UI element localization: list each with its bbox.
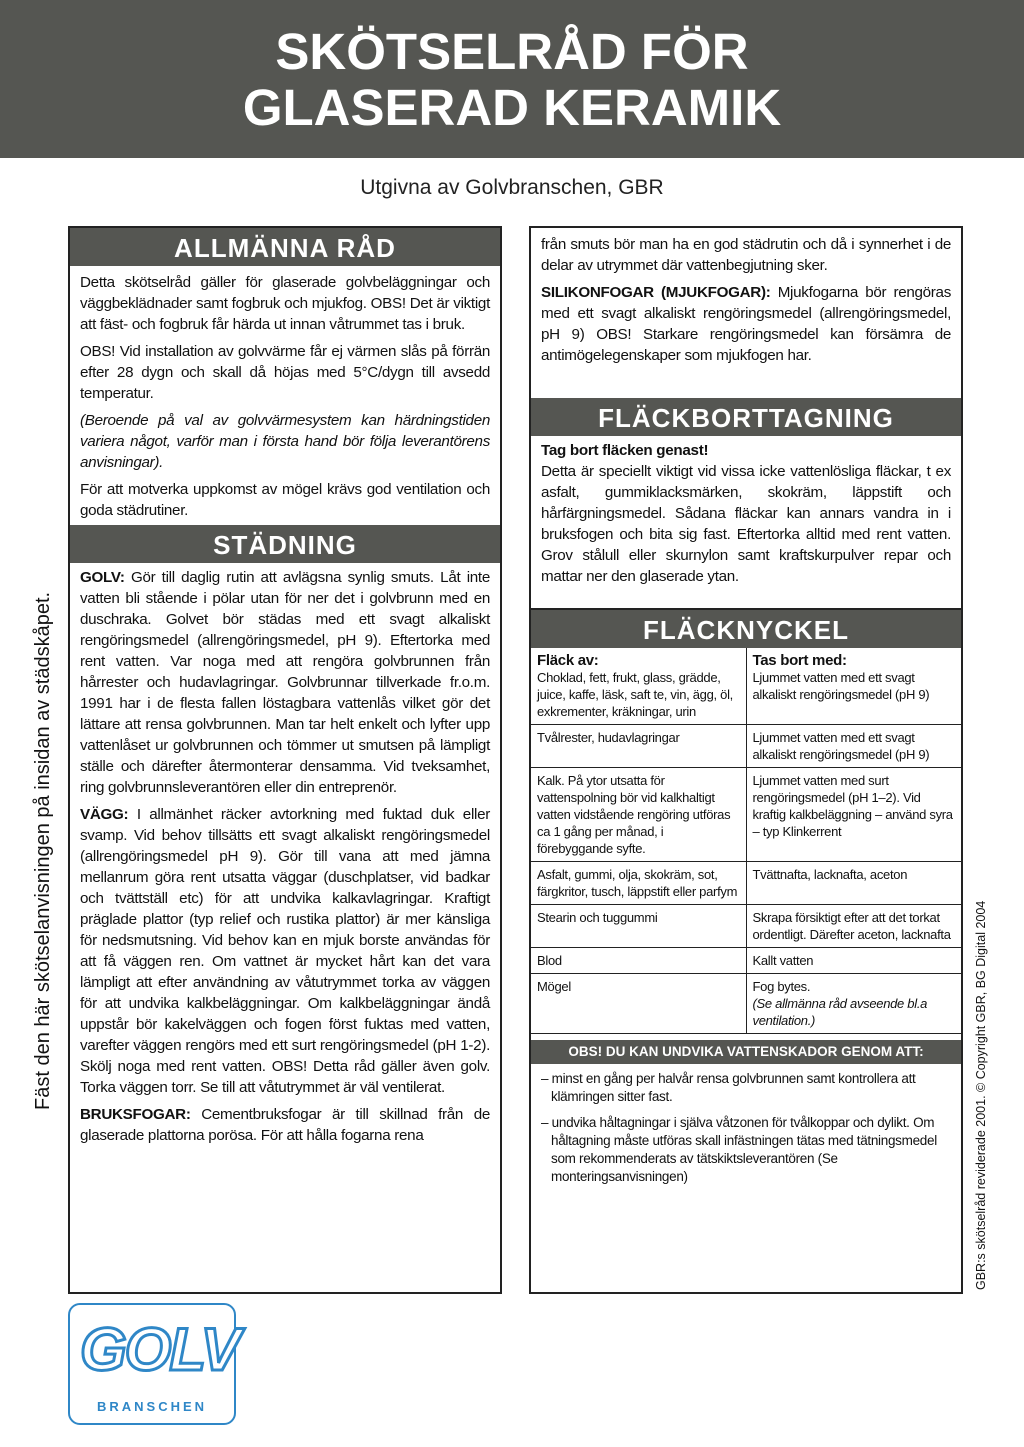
golv-text: Gör till daglig rutin att avlägsna synlig smuts. Låt inte vatten bli stående i pölar utan för ner det i golvbrunn med en duschraka. Golvet bör städas med ett svagt alkaliskt rengöringsmedel (allrengöringsmedel, pH 9). Eftertorka med rent vatten. Var noga med att rengöra golvbrunnen från hårrester och hudavlagringar. Golvbrunnar tillverkade fr.o.m. 1991 har i de flesta fallen löstagbara vattenlås vilket gör det lättare att rensa golvbrunnen. Man tar helt enkelt och lyfter upp vattenlåset ur golvbrunnen och tömmer ut smutsen på lämpligt ställe och därefter återmonterar densamma. Vid tveksamhet, ring golvbrunnsleverantören eller din entreprenör. (80, 569, 490, 796)
flackborttagning-lead: Tag bort fläcken genast! (541, 442, 709, 459)
section-heading-flackborttagning: FLÄCKBORTTAGNING (531, 398, 961, 436)
vagg-text: I allmänhet räcker avtorkning med fuktad duk eller svamp. Vid behov tillsätts ett svagt alkaliskt rengöringsmedel (allrengöringsmedel pH 9). Gör till vana att med jämna mellanrum göra rent utsatta väggar (duschplatser, vid badkar och tvättställ etc) för att undvika kalkavlagringar. Kraftigt präglade plattor (typ relief och rustika plattor) är mer känsliga för nedsmutsning. Vid behov kan en mjuk borste användas för att få väggen ren. Om vattnet är mycket hårt kan det vara lämpligt att efter användning av våtutrymmet torka av väggen för att undvika kalkbeläggningar. Om kalkbeläggningar ändå uppstår bör kakelväggen och fogen först fuktas med vatten, varefter väggen rengörs med ett surt rengöringsmedel (pH 1-2). Skölj noga med rent vatten. OBS! Detta råd gäller även golv. Torka väggen torr. Se till att våtutrymmet är väl ventilerat. (80, 806, 490, 1096)
vagg-paragraph (80, 804, 490, 1098)
stain-cell: Choklad, fett, frukt, glass, grädde, juice, kaffe, läsk, saft te, vin, ägg, öl, exkrementer, kräkningar, urin (537, 670, 733, 719)
table-row (531, 768, 961, 862)
table-row (531, 948, 961, 974)
section-heading-allmanna: ALLMÄNNA RÅD (70, 228, 500, 266)
bruksfogar-text: Cementbruksfogar är till skillnad från de glaserade plattorna porösa. För att hålla fogarna rena (80, 1106, 490, 1144)
left-column (68, 226, 502, 1294)
stain-key-table (531, 648, 961, 1034)
stain-cell: Stearin och tuggummi (531, 905, 746, 948)
table-row (531, 974, 961, 1034)
golv-paragraph (80, 567, 490, 798)
list-item: – undvika håltagningar i själva våtzonen för tvålkoppar och dylikt. Om håltagning måste utföras skall infästningen tätas med tätningsmedel som rekommenderats av tätskiktsleverantören (Se monteringsanvisningen) (541, 1115, 937, 1184)
remedy-cell: Ljummet vatten med ett svagt alkaliskt rengöringsmedel (pH 9) (746, 725, 961, 768)
table-row (531, 862, 961, 905)
remedy-cell: Kallt vatten (746, 948, 961, 974)
table-header-row (531, 648, 961, 725)
table-row (531, 725, 961, 768)
bruksfogar-label: BRUKSFOGAR: (80, 1106, 191, 1123)
obs-list (531, 1064, 961, 1186)
allmanna-note: (Beroende på val av golvvärmesystem kan härdningstiden variera något, varför man i första hand bör följa leverantörens anvisningar). (80, 412, 490, 471)
remedy-column-header: Tas bort med: (752, 652, 847, 669)
flackborttagning-text (531, 436, 961, 608)
logo-wordmark: GOLV (80, 1316, 239, 1383)
remedy-cell: Skrapa försiktigt efter att det torkat ordentligt. Därefter aceton, lacknafta (746, 905, 961, 948)
flackborttagning-paragraph: Detta är speciellt viktigt vid vissa icke vattenlösliga fläckar, t ex asfalt, gummiklacksmärken, skokräm, läppstift och hårfärgningsmedel. Sådana fläckar kan annars vandra in i bruksfogen och bita sig fast. Eftertorka alltid med rent vatten. Grov stålull eller skurnylon samt kraftskurpulver repar och mattar ner den glaserade ytan. (541, 463, 951, 585)
section-heading-stadning: STÄDNING (70, 525, 500, 563)
publisher-subtitle: Utgivna av Golvbranschen, GBR (360, 176, 664, 199)
stain-cell: Asfalt, gummi, olja, skokräm, sot, färgkritor, tusch, läppstift eller parfym (531, 862, 746, 905)
remedy-cell: Tvättnafta, lacknafta, aceton (746, 862, 961, 905)
page-title (0, 0, 1024, 136)
remedy-note: (Se allmänna råd avseende bl.a ventilation.) (752, 996, 928, 1028)
right-column (529, 226, 963, 1294)
silikon-text: Mjukfogarna bör rengöras med ett svagt alkaliskt rengöringsmedel (allrengöringsmedel, pH 9) OBS! Starkare rengöringsmedel kan försämra de antimögelegenskaper som mjukfogen har. (541, 284, 951, 364)
remedy-cell: Ljummet vatten med ett svagt alkaliskt rengöringsmedel (pH 9) (752, 670, 930, 702)
list-item: – minst en gång per halvår rensa golvbrunnen samt kontrollera att klämringen sitter fast. (541, 1071, 916, 1104)
right-top-text (531, 228, 961, 398)
bruksfogar-continued: från smuts bör man ha en god städrutin och då i synnerhet i de delar av utrymmet där vattenbegjutning sker. (541, 236, 951, 274)
allmanna-paragraph: Detta skötselråd gäller för glaserade golvbeläggningar och väggbeklädnader samt fogbruk och mjukfog. OBS! Det är viktigt att fäst- och fogbruk får härda ut innan våtrummet tas i bruk. (80, 274, 490, 333)
stain-cell: Mögel (531, 974, 746, 1034)
copyright-note: GBR:s skötselråd reviderade 2001. © Copyright GBR, BG Digital 2004 (974, 900, 988, 1290)
obs-heading: OBS! DU KAN UNDVIKA VATTENSKADOR GENOM ATT: (531, 1040, 961, 1064)
title-line-2: GLASERAD KERAMIK (242, 79, 782, 136)
vagg-label: VÄGG: (80, 806, 129, 823)
silikon-paragraph (541, 282, 951, 366)
stain-column-header: Fläck av: (537, 652, 599, 669)
allmanna-text (70, 266, 500, 521)
stain-cell: Tvålrester, hudavlagringar (531, 725, 746, 768)
stain-cell: Kalk. På ytor utsatta för vattenspolning bör vid kalkhaltigt vatten vidstående rengöring utföras ca 1 gång per månad, i förebyggande syfte. (531, 768, 746, 862)
golvbranschen-logo (68, 1303, 239, 1425)
silikon-label: SILIKONFOGAR (MJUKFOGAR): (541, 284, 771, 301)
title-banner (0, 0, 1024, 158)
remedy-cell: Ljummet vatten med surt rengöringsmedel (pH 1–2). Vid kraftig kalkbeläggning – använd syra – typ Klinkerrent (746, 768, 961, 862)
remedy-text: Fog bytes. (752, 979, 811, 994)
allmanna-paragraph: För att motverka uppkomst av mögel krävs god ventilation och goda städrutiner. (80, 481, 490, 519)
golv-label: GOLV: (80, 569, 125, 586)
title-line-1: SKÖTSELRÅD FÖR (275, 23, 749, 80)
side-note-left: Fäst den här skötselanvisningen på insidan av städskåpet. (32, 591, 54, 1110)
allmanna-paragraph: OBS! Vid installation av golvvärme får ej värmen slås på förrän efter 28 dygn och skall då höjas med 5°C/dygn till avsedd temperatur. (80, 343, 490, 402)
remedy-cell (746, 974, 961, 1034)
table-row (531, 905, 961, 948)
remedy-header-cell (746, 648, 961, 725)
section-heading-flacknyckel: FLÄCKNYCKEL (531, 608, 961, 648)
logo-subtext: BRANSCHEN (96, 1399, 208, 1414)
stain-cell: Blod (531, 948, 746, 974)
stadning-text (70, 563, 500, 1146)
bruksfogar-paragraph (80, 1104, 490, 1146)
stain-header-cell (531, 648, 746, 725)
